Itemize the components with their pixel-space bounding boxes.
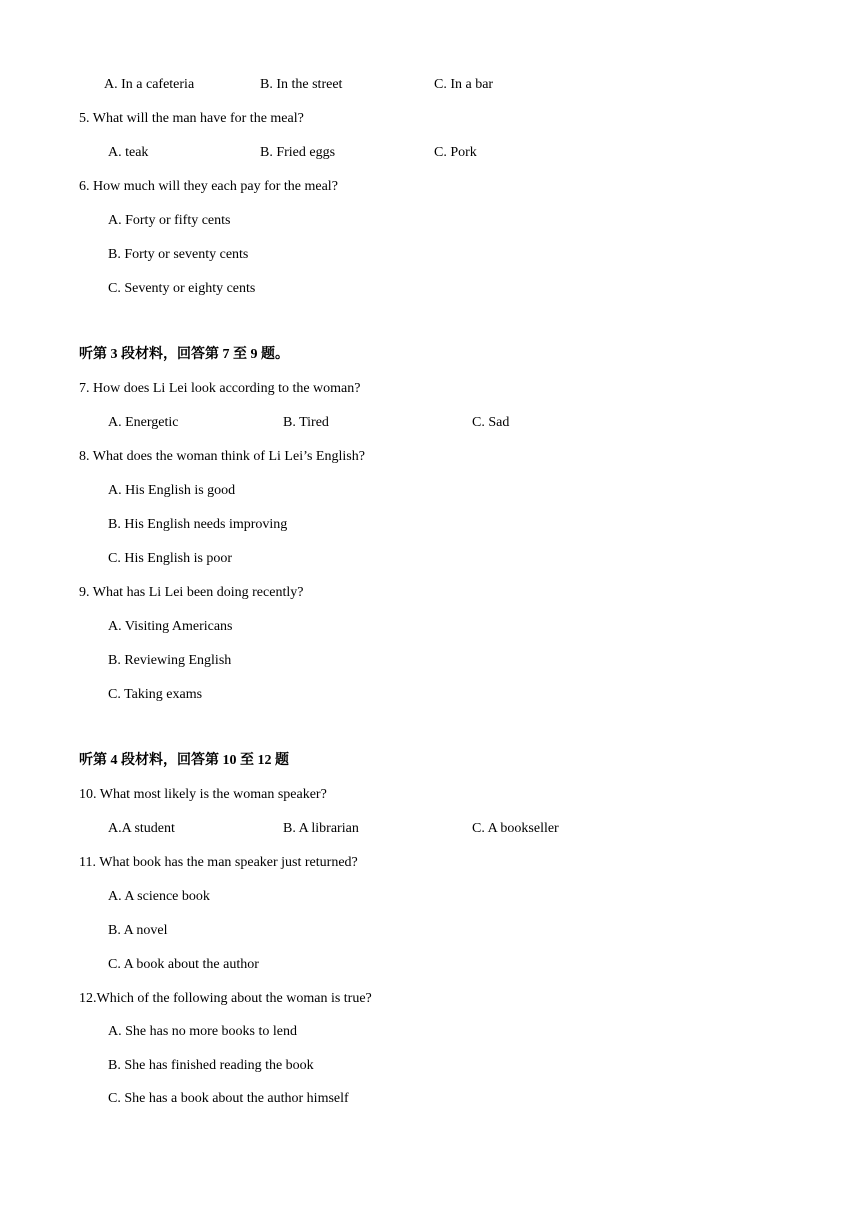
q7-option-b: B. Tired: [283, 415, 329, 430]
q9-question: 9. What has Li Lei been doing recently?: [79, 585, 304, 600]
q8-question: 8. What does the woman think of Li Lei’s English?: [79, 449, 365, 464]
q10-option-b: B. A librarian: [283, 821, 359, 836]
q10-question: 10. What most likely is the woman speaker?: [79, 787, 327, 802]
section-3-heading: 听第 3 段材料，回答第 7 至 9 题。: [79, 347, 289, 362]
q5-option-b: B. Fried eggs: [260, 145, 336, 160]
q5-option-c: C. Pork: [434, 145, 477, 160]
q6-question: 6. How much will they each pay for the meal?: [79, 179, 338, 194]
q4-option-c: C. In a bar: [434, 77, 494, 92]
q11-option-c: C. A book about the author: [108, 957, 259, 972]
q4-option-b: B. In the street: [260, 77, 343, 92]
q12-option-b: B. She has finished reading the book: [108, 1058, 314, 1073]
q9-option-a: A. Visiting Americans: [108, 619, 233, 634]
q9-option-b: B. Reviewing English: [108, 653, 232, 668]
q11-option-a: A. A science book: [108, 889, 210, 904]
q12-option-a: A. She has no more books to lend: [108, 1024, 297, 1039]
q7-option-c: C. Sad: [472, 415, 510, 430]
q5-option-a: A. teak: [108, 145, 149, 160]
q4-option-a: A. In a cafeteria: [104, 77, 195, 92]
q11-option-b: B. A novel: [108, 923, 168, 938]
q8-option-a: A. His English is good: [108, 483, 236, 498]
section-4-heading: 听第 4 段材料，回答第 10 至 12 题: [79, 753, 289, 768]
q11-question: 11. What book has the man speaker just returned?: [79, 855, 358, 870]
q8-option-b: B. His English needs improving: [108, 517, 288, 532]
q5-question: 5. What will the man have for the meal?: [79, 111, 304, 126]
q7-option-a: A. Energetic: [108, 415, 179, 430]
q10-option-a: A.A student: [108, 821, 175, 836]
q10-option-c: C. A bookseller: [472, 821, 559, 836]
q12-option-c: C. She has a book about the author himself: [108, 1091, 349, 1106]
q9-option-c: C. Taking exams: [108, 687, 203, 702]
q8-option-c: C. His English is poor: [108, 551, 233, 566]
q6-option-c: C. Seventy or eighty cents: [108, 281, 256, 296]
q6-option-a: A. Forty or fifty cents: [108, 213, 231, 228]
q6-option-b: B. Forty or seventy cents: [108, 247, 249, 262]
q12-question: 12.Which of the following about the woman is true?: [79, 991, 372, 1006]
q7-question: 7. How does Li Lei look according to the woman?: [79, 381, 361, 396]
